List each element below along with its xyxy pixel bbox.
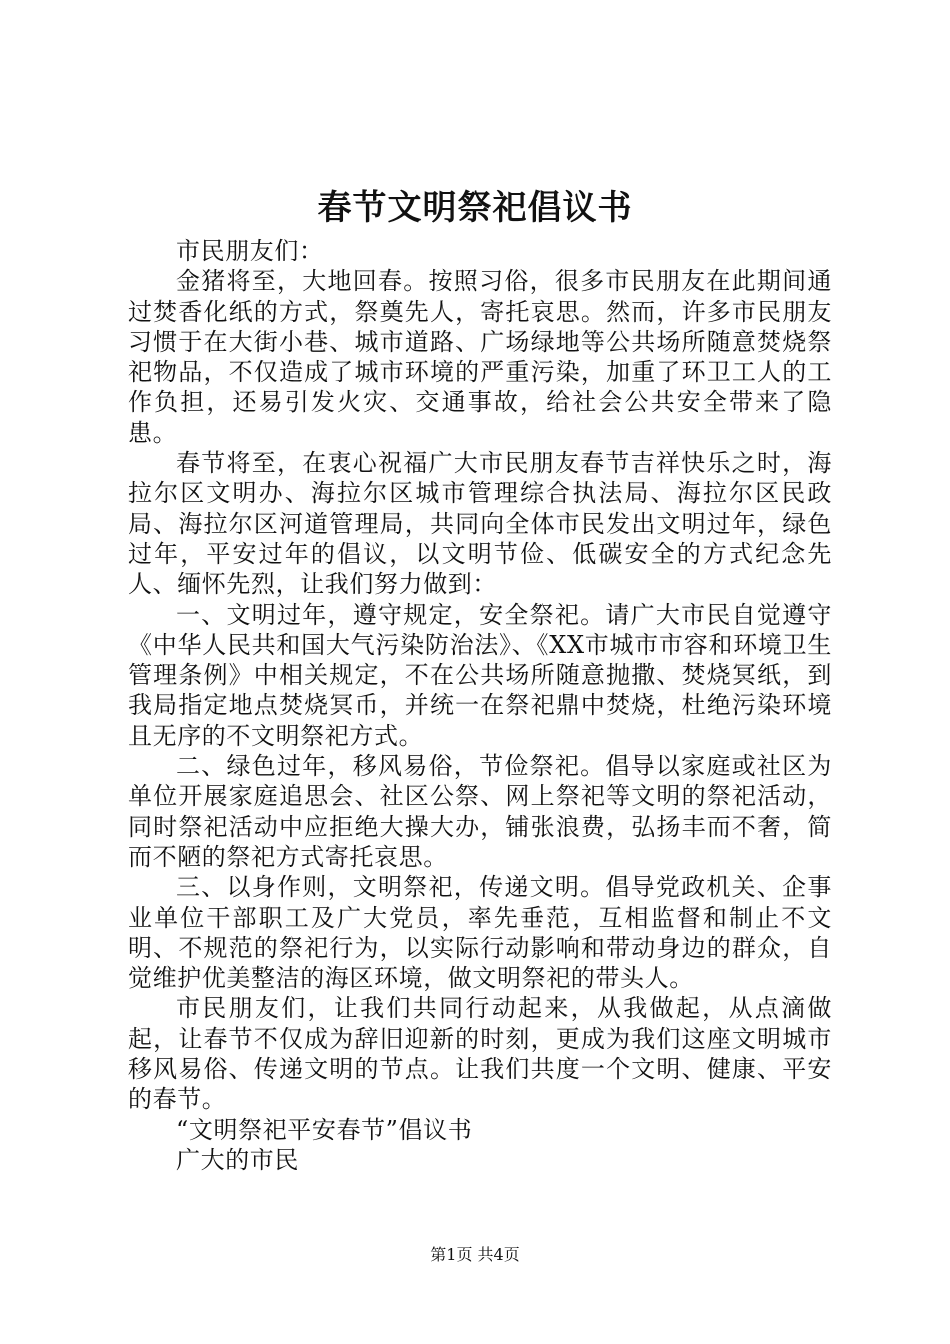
paragraph-item-3: 三、以身作则，文明祭祀，传递文明。倡导党政机关、企事业单位干部职工及广大党员，率先垂范，互相监督和制止不文明、不规范的祭祀行为，以实际行动影响和带动身边的群众，自觉维护优美整洁的海区环境，做文明祭祀的带头人。 (128, 873, 832, 993)
paragraph-closing: 市民朋友们，让我们共同行动起来，从我做起，从点滴做起，让春节不仅成为辞旧迎新的时刻，更成为我们这座文明城市移风易俗、传递文明的节点。让我们共度一个文明、健康、平安的春节。 (128, 994, 832, 1114)
document-body (128, 236, 832, 1175)
page-number: 第1页 共4页 (430, 1245, 520, 1264)
paragraph-item-1: 一、文明过年，遵守规定，安全祭祀。请广大市民自觉遵守《中华人民共和国大气污染防治法》、《XX市城市市容和环境卫生管理条例》中相关规定，不在公共场所随意抛撒、焚烧冥纸，到我局指定地点焚烧冥币，并统一在祭祀鼎中焚烧，杜绝污染环境且无序的不文明祭祀方式。 (128, 600, 832, 750)
paragraph-item-2: 二、绿色过年，移风易俗，节俭祭祀。倡导以家庭或社区为单位开展家庭追思会、社区公祭、网上祭祀等文明的祭祀活动，同时祭祀活动中应拒绝大操大办，铺张浪费，弘扬丰而不奢，简而不陋的祭祀方式寄托哀思。 (128, 752, 832, 871)
paragraph-intro: 金猪将至，大地回春。按照习俗，很多市民朋友在此期间通过焚香化纸的方式，祭奠先人，寄托哀思。然而，许多市民朋友习惯于在大街小巷、城市道路、广场绿地等公共场所随意焚烧祭祀物品，不仅造成了城市环境的严重污染，加重了环卫工人的工作负担，还易引发火灾、交通事故，给社会公共安全带来了隐患。 (128, 267, 832, 447)
paragraph-fragment: 广大的市民 (176, 1145, 299, 1174)
paragraph-initiative: 春节将至，在衷心祝福广大市民朋友春节吉祥快乐之时，海拉尔区文明办、海拉尔区城市管理综合执法局、海拉尔区民政局、海拉尔区河道管理局，共同向全体市民发出文明过年，绿色过年，平安过年的倡议，以文明节俭、低碳安全的方式纪念先人、缅怀先烈，让我们努力做到： (128, 449, 832, 599)
document-title: 春节文明祭祀倡议书 (317, 188, 633, 228)
salutation: 市民朋友们： (176, 237, 324, 265)
subheading-proposal: “文明祭祀平安春节”倡议书 (176, 1115, 473, 1144)
